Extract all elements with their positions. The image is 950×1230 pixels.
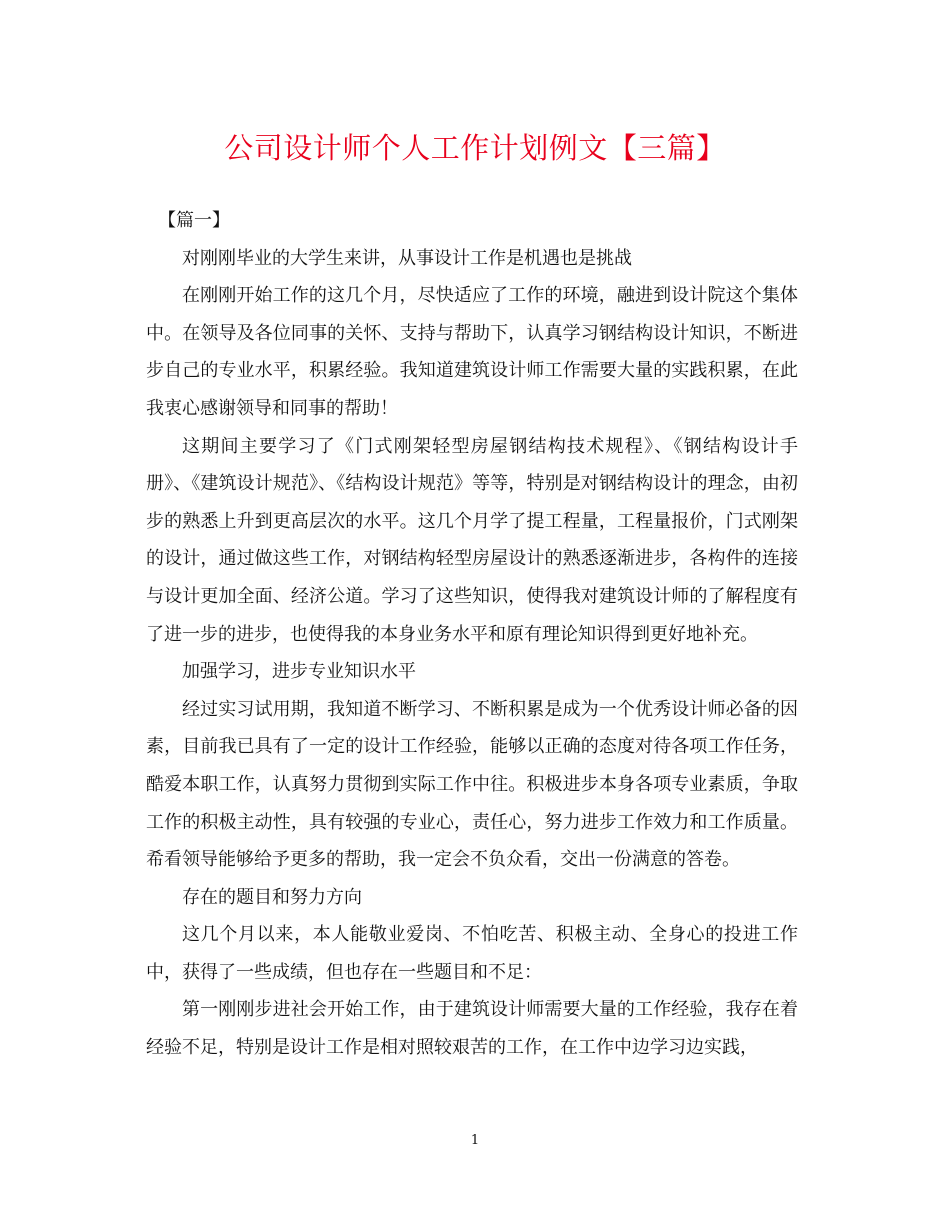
paragraph-adaptation: 在刚刚开始工作的这几个月，尽快适应了工作的环境，融进到设计院这个集体中。在领导及各位同事的关怀、支持与帮助下，认真学习钢结构设计知识，不断进步自己的专业水平，积累经验。我知道建筑设计师工作需要大量的实践积累，在此我衷心感谢领导和同事的帮助！ (146, 285, 798, 419)
paragraph-probation: 经过实习试用期，我知道不断学习、不断积累是成为一个优秀设计师必备的因素，目前我已具有了一定的设计工作经验，能够以正确的态度对待各项工作任务，酷爱本职工作，认真努力贯彻到实际工作中往。积极进步本身各项专业素质，争取工作的积极主动性，具有较强的专业心，责任心，努力进步工作效力和工作质量。希看领导能够给予更多的帮助，我一定会不负众看，交出一份满意的答卷。 (146, 698, 798, 871)
page-number: 1 (470, 1133, 480, 1148)
paragraph-months-summary: 这几个月以来，本人能敬业爱岗、不怕吃苦、积极主动、全身心的投进工作中，获得了一些成绩，但也存在一些题目和不足： (146, 924, 798, 983)
document-title: 公司设计师个人工作计划例文【三篇】 (224, 131, 726, 165)
document-body (146, 202, 798, 1067)
section-label: 【篇一】 (158, 210, 230, 231)
subheading-problems-direction: 存在的题目和努力方向 (182, 886, 362, 908)
subheading-strengthen-learning: 加强学习，进步专业知识水平 (182, 661, 416, 683)
paragraph-intro: 对刚刚毕业的大学生来讲，从事设计工作是机遇也是挑战 (182, 247, 632, 269)
paragraph-study: 这期间主要学习了《门式刚架轻型房屋钢结构技术规程》、《钢结构设计手册》、《建筑设计规范》、《结构设计规范》等等，特别是对钢结构设计的理念，由初步的熟悉上升到更高层次的水平。这几个月学了提工程量，工程量报价，门式刚架的设计，通过做这些工作，对钢结构轻型房屋设计的熟悉逐渐进步，各构件的连接与设计更加全面、经济公道。学习了这些知识，使得我对建筑设计师的了解程度有了进一步的进步，也使得我的本身业务水平和原有理论知识得到更好地补充。 (146, 435, 798, 645)
paragraph-first-point: 第一刚刚步进社会开始工作，由于建筑设计师需要大量的工作经验，我存在着经验不足，特别是设计工作是相对照较艰苦的工作，在工作中边学习边实践， (146, 999, 798, 1059)
